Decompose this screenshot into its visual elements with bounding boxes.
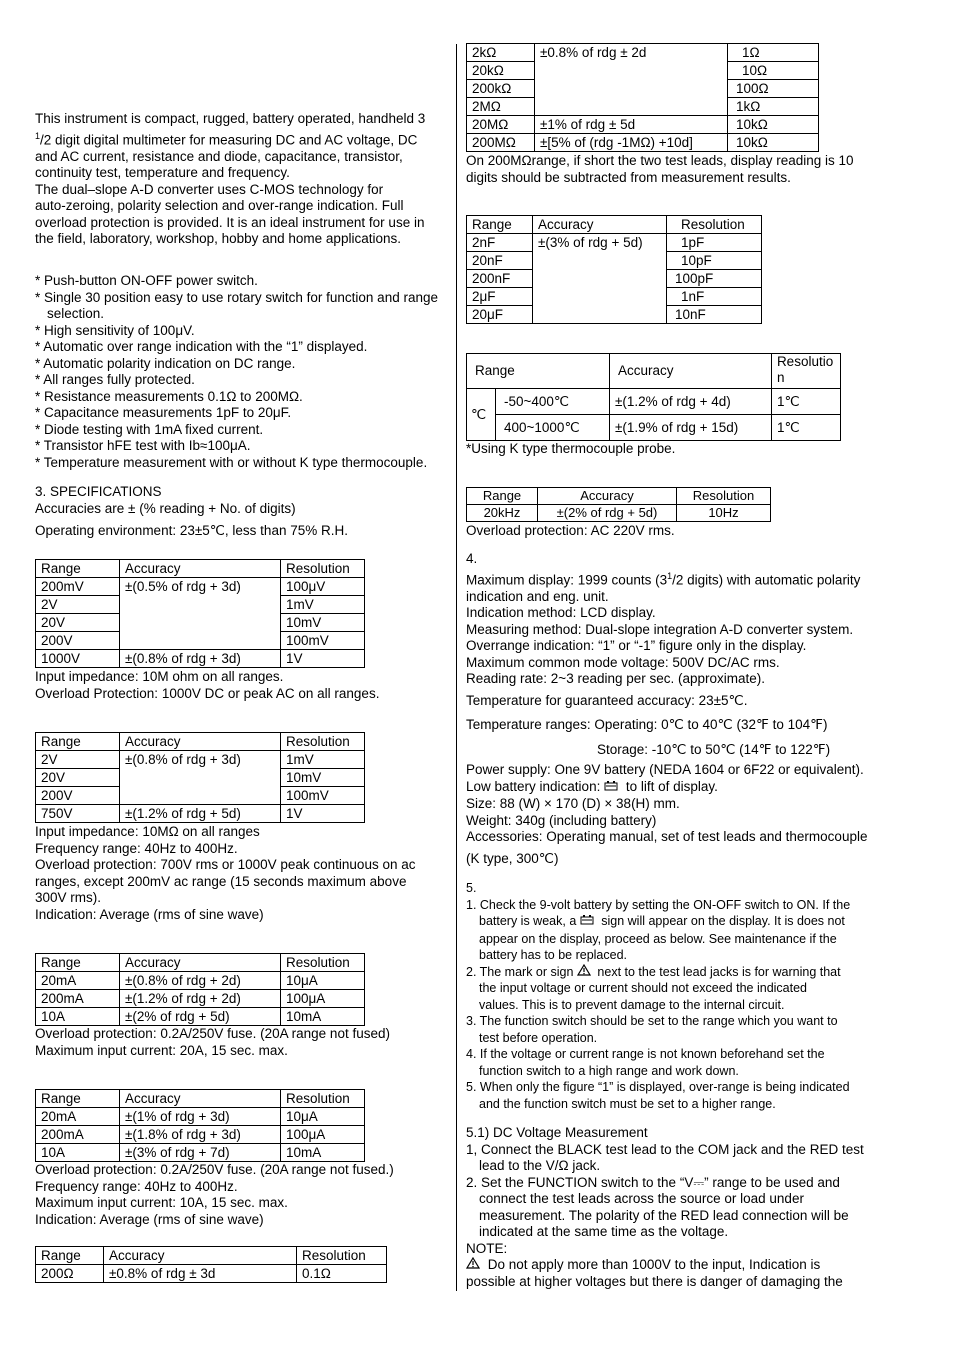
general-specifications bbox=[466, 551, 896, 867]
table-header-row bbox=[36, 954, 365, 972]
table-cell: 100mV bbox=[281, 787, 365, 805]
table-header-row bbox=[36, 733, 365, 751]
table-cell: 2MΩ bbox=[467, 98, 535, 116]
header-cell: Resolution bbox=[677, 488, 771, 505]
note-line: possible at higher voltages but there is danger of damaging the bbox=[466, 1273, 843, 1289]
note-line: Input impedance: 10M ohm on all ranges. bbox=[35, 669, 284, 684]
instruction-line: measurement. The polarity of the RED lead connection will be bbox=[479, 1207, 849, 1223]
table-row bbox=[36, 614, 365, 632]
instruction-line: 4. If the voltage or current range is not known beforehand set the bbox=[466, 1047, 825, 1061]
table-cell bbox=[120, 769, 281, 787]
table-cell: 10Hz bbox=[677, 505, 771, 522]
note-line: On 200MΩrange, if short the two test leads, display reading is 10 bbox=[466, 153, 854, 168]
instruction-line: test before operation. bbox=[479, 1030, 598, 1045]
instruction-line: the input voltage or current should not exceed the indicated bbox=[479, 981, 807, 995]
table-cell: 10A bbox=[36, 1008, 120, 1026]
table-row bbox=[467, 270, 762, 288]
spec-line: Indication method: LCD display. bbox=[466, 605, 656, 620]
table-row bbox=[36, 596, 365, 614]
table-cell: 200mA bbox=[36, 1126, 120, 1144]
intro-line: continuity test, temperature and frequency. bbox=[35, 165, 290, 180]
section-number: 4. bbox=[466, 551, 478, 566]
intro-line: auto-zeroing, polarity selection and over-range indication. Full bbox=[35, 198, 404, 213]
table-row bbox=[467, 116, 819, 134]
feature-item: * Push-button ON-OFF power switch. bbox=[35, 273, 258, 288]
header-cell: Resolution bbox=[281, 1090, 365, 1108]
battery-icon bbox=[604, 780, 618, 797]
note-line: digits should be subtracted from measurement results. bbox=[466, 169, 791, 185]
note-line: Do not apply more than 1000V to the input, Indication is bbox=[487, 1257, 821, 1272]
feature-item: * High sensitivity of 100μV. bbox=[35, 322, 195, 338]
table-cell: 20μF bbox=[467, 306, 533, 324]
table-row bbox=[36, 769, 365, 787]
table-cell: ℃ bbox=[467, 389, 496, 441]
table-cell bbox=[120, 787, 281, 805]
header-cell: Accuracy bbox=[533, 216, 667, 234]
feature-item: * Resistance measurements 0.1Ω to 200MΩ. bbox=[35, 388, 303, 404]
table-header-row bbox=[36, 1090, 365, 1108]
header-cell: Accuracy bbox=[609, 354, 771, 389]
table-header-row bbox=[467, 216, 762, 234]
table-row bbox=[36, 805, 365, 823]
frequency-table bbox=[466, 487, 771, 522]
warning-triangle-icon bbox=[577, 964, 591, 981]
table-cell: 200MΩ bbox=[467, 134, 535, 152]
table-cell bbox=[120, 632, 281, 650]
table-row bbox=[36, 972, 365, 990]
table-cell: 200Ω bbox=[36, 1265, 104, 1283]
table-cell: 20mA bbox=[36, 1108, 120, 1126]
instruction-line: values. This is to prevent damage to the internal circuit. bbox=[479, 997, 785, 1012]
table-cell: 2V bbox=[36, 596, 120, 614]
table-cell bbox=[535, 62, 728, 80]
table-cell: 750V bbox=[36, 805, 120, 823]
table-cell: 20kΩ bbox=[467, 62, 535, 80]
table-cell: 2nF bbox=[467, 234, 533, 252]
section-number: 5. bbox=[466, 881, 477, 895]
table-cell: ±(1.2% of rdg + 2d) bbox=[120, 990, 281, 1008]
header-cell: Resolution bbox=[281, 954, 365, 972]
table-row bbox=[467, 288, 762, 306]
table-cell: 2kΩ bbox=[467, 44, 535, 62]
table-cell: ±0.8% of rdg ± 2d bbox=[535, 44, 728, 62]
fraction-numerator: 1 bbox=[35, 130, 41, 141]
spec-line: Overrange indication: “1” or “-1” figure only in the display. bbox=[466, 638, 807, 653]
warning-triangle-icon bbox=[466, 1257, 480, 1274]
table-cell: ±(0.8% of rdg + 2d) bbox=[120, 972, 281, 990]
note-line: Indication: Average (rms of sine wave) bbox=[35, 1211, 264, 1227]
feature-item: selection. bbox=[47, 306, 105, 321]
header-cell: Resolution bbox=[667, 216, 762, 234]
table-cell: 1pF bbox=[667, 234, 762, 252]
operation-section bbox=[466, 880, 896, 1112]
table-cell: 20nF bbox=[467, 252, 533, 270]
fraction-numerator: 1 bbox=[667, 570, 673, 581]
spec-line: Size: 88 (W) × 170 (D) × 38(H) mm. bbox=[466, 796, 680, 811]
instruction-line: appear on the display, proceed as below. See maintenance if the bbox=[479, 931, 837, 946]
intro-line: and AC current, resistance and diode, capacitance, transistor, bbox=[35, 148, 403, 164]
table-cell: 1V bbox=[281, 650, 365, 668]
note-line: ranges, except 200mV ac range (15 seconds maximum above bbox=[35, 873, 407, 889]
table-cell: 10mV bbox=[281, 769, 365, 787]
instruction-line: indicated at the same time as the voltage. bbox=[479, 1224, 729, 1239]
table-row bbox=[467, 389, 841, 415]
feature-item: * Diode testing with 1mA fixed current. bbox=[35, 421, 264, 437]
temperature-table bbox=[466, 353, 841, 441]
table-cell: 1℃ bbox=[771, 389, 840, 415]
table-cell: 10kΩ bbox=[728, 134, 819, 152]
table-cell: 1V bbox=[281, 805, 365, 823]
table-cell: ±(3% of rdg + 5d) bbox=[533, 234, 667, 252]
instruction-line: 2. Set the FUNCTION switch to the “V⎓” range to be used and bbox=[466, 1174, 840, 1190]
instruction-line: next to the test lead jacks is for warning that bbox=[597, 964, 841, 979]
spec-line: Reading rate: 2~3 reading per sec. (approximate). bbox=[466, 671, 766, 686]
instruction-line: battery is weak, a bbox=[479, 914, 577, 928]
table-cell: 200mV bbox=[36, 578, 120, 596]
table-row bbox=[36, 632, 365, 650]
header-cell: Range bbox=[467, 354, 610, 389]
battery-icon bbox=[580, 914, 594, 931]
table-cell: 100μA bbox=[281, 990, 365, 1008]
spec-line: Weight: 340g (including battery) bbox=[466, 812, 657, 828]
note-line: Indication: Average (rms of sine wave) bbox=[35, 906, 264, 922]
table-cell: 100mV bbox=[281, 632, 365, 650]
table-cell: 10pF bbox=[667, 252, 762, 270]
table-cell bbox=[120, 596, 281, 614]
header-cell: Range bbox=[36, 1247, 104, 1265]
table-cell: ±(2% of rdg + 5d) bbox=[120, 1008, 281, 1026]
table-cell: ±(1.9% of rdg + 15d) bbox=[609, 415, 771, 441]
table-cell: ±(1% of rdg + 3d) bbox=[120, 1108, 281, 1126]
ac-current-notes bbox=[35, 1162, 450, 1228]
table-cell: -50~400℃ bbox=[496, 389, 610, 415]
table-cell: 200V bbox=[36, 787, 120, 805]
table-cell: 20kHz bbox=[467, 505, 538, 522]
table-row bbox=[36, 990, 365, 1008]
feature-item: * Capacitance measurements 1pF to 20μF. bbox=[35, 405, 292, 420]
table-cell: ±(3% of rdg + 7d) bbox=[120, 1144, 281, 1162]
table-cell: 200mA bbox=[36, 990, 120, 1008]
table-cell: ±(1.8% of rdg + 3d) bbox=[120, 1126, 281, 1144]
table-cell: 100pF bbox=[667, 270, 762, 288]
note-line: Overload Protection: 1000V DC or peak AC on all ranges. bbox=[35, 685, 380, 701]
table-header-row bbox=[36, 560, 365, 578]
intro-line: /2 digit digital multimeter for measuring DC and AC voltage, DC bbox=[40, 132, 418, 147]
header-cell: Accuracy bbox=[104, 1247, 297, 1265]
table-row bbox=[467, 234, 762, 252]
header-cell: Range bbox=[467, 216, 533, 234]
spec-line: Maximum common mode voltage: 500V DC/AC rms. bbox=[466, 654, 780, 670]
table-cell: ±0.8% of rdg ± 3d bbox=[104, 1265, 297, 1283]
header-cell: Accuracy bbox=[538, 488, 677, 505]
note-line: 300V rms). bbox=[35, 890, 102, 905]
feature-item: * Transistor hFE test with Ib≈100μA. bbox=[35, 438, 251, 453]
instruction-line: battery has to be replaced. bbox=[479, 948, 628, 962]
table-row bbox=[467, 415, 841, 441]
resistance-table-start bbox=[35, 1246, 387, 1283]
features-list bbox=[35, 273, 450, 471]
table-row bbox=[467, 44, 819, 62]
table-cell: ±(0.8% of rdg + 3d) bbox=[120, 751, 281, 769]
table-row bbox=[36, 578, 365, 596]
intro-line: overload protection is provided. It is an ideal instrument for use in bbox=[35, 214, 425, 230]
table-cell: 20V bbox=[36, 769, 120, 787]
table-row bbox=[36, 751, 365, 769]
spec-line: Temperature for guaranteed accuracy: 23±5℃. bbox=[466, 692, 748, 708]
instruction-line: 2. The mark or sign bbox=[466, 964, 574, 979]
table-cell: 10μA bbox=[281, 1108, 365, 1126]
spec-line: /2 digits) with automatic polarity bbox=[672, 572, 861, 587]
table-cell: 1mV bbox=[281, 751, 365, 769]
header-cell: Accuracy bbox=[120, 1090, 281, 1108]
spec-line: Power supply: One 9V battery (NEDA 1604 or 6F22 or equivalent). bbox=[466, 762, 864, 777]
table-cell: 1℃ bbox=[771, 415, 840, 441]
dc-current-table bbox=[35, 953, 365, 1026]
table-row bbox=[467, 252, 762, 270]
note-line: Maximum input current: 10A, 15 sec. max. bbox=[35, 1195, 288, 1210]
spec-line: Low battery indication: bbox=[466, 778, 601, 794]
table-cell: 10A bbox=[36, 1144, 120, 1162]
table-cell bbox=[533, 270, 667, 288]
table-cell: 2μF bbox=[467, 288, 533, 306]
instruction-line: sign will appear on the display. It is does not bbox=[601, 914, 845, 928]
header-text: Resolutio bbox=[776, 354, 834, 369]
instruction-line: lead to the V/Ω jack. bbox=[479, 1158, 601, 1173]
table-row bbox=[36, 650, 365, 668]
note-line: Frequency range: 40Hz to 400Hz. bbox=[35, 1178, 238, 1194]
note-line: Overload protection: 700V rms or 1000V peak continuous on ac bbox=[35, 857, 416, 872]
environment-note: Operating environment: 23±5℃, less than 75% R.H. bbox=[35, 523, 348, 538]
header-cell: Resolution bbox=[281, 733, 365, 751]
table-cell: 0.1Ω bbox=[297, 1265, 387, 1283]
table-cell: 20MΩ bbox=[467, 116, 535, 134]
section-heading: 5.1) DC Voltage Measurement bbox=[466, 1125, 648, 1140]
table-row bbox=[36, 1265, 387, 1283]
table-cell: 1Ω bbox=[728, 44, 819, 62]
spec-line: Storage: -10℃ to 50℃ (14℉ to 122℉) bbox=[597, 741, 831, 757]
ac-voltage-table bbox=[35, 732, 365, 823]
table-cell: 10nF bbox=[667, 306, 762, 324]
dc-voltage-table bbox=[35, 559, 365, 668]
table-header-row bbox=[467, 354, 841, 389]
table-cell: ±(0.5% of rdg + 3d) bbox=[120, 578, 281, 596]
table-cell: 100Ω bbox=[728, 80, 819, 98]
header-cell: Accuracy bbox=[120, 954, 281, 972]
table-cell: 1kΩ bbox=[728, 98, 819, 116]
ac-current-table bbox=[35, 1089, 365, 1162]
table-cell: ±[5% of (rdg -1MΩ) +10d] bbox=[535, 134, 728, 152]
header-text: n bbox=[776, 370, 785, 385]
table-row bbox=[36, 787, 365, 805]
table-cell: 10μA bbox=[281, 972, 365, 990]
intro-line: The dual–slope A-D converter uses C-MOS technology for bbox=[35, 181, 384, 197]
intro-line: This instrument is compact, rugged, battery operated, handheld 3 bbox=[35, 111, 426, 126]
feature-item: * Automatic over range indication with the “1” displayed. bbox=[35, 339, 368, 354]
spec-line: Accessories: Operating manual, set of test leads and thermocouple bbox=[466, 829, 868, 844]
table-cell bbox=[533, 252, 667, 270]
header-cell: Range bbox=[36, 954, 120, 972]
spec-line: Maximum display: 1999 counts (3 bbox=[466, 572, 668, 587]
intro-line: the field, laboratory, workshop, hobby and home applications. bbox=[35, 231, 401, 246]
dc-voltage-notes bbox=[35, 669, 450, 702]
feature-item: * Single 30 position easy to use rotary switch for function and range bbox=[35, 289, 438, 305]
dc-voltage-measurement-section bbox=[466, 1125, 896, 1290]
table-cell: 1000V bbox=[36, 650, 120, 668]
table-cell: ±(1.2% of rdg + 5d) bbox=[120, 805, 281, 823]
table-row bbox=[36, 1144, 365, 1162]
table-cell bbox=[120, 614, 281, 632]
spec-line: Temperature ranges: Operating: 0℃ to 40℃ (32℉ to 104℉) bbox=[466, 717, 828, 732]
table-cell: 400~1000℃ bbox=[496, 415, 610, 441]
section-heading: 3. SPECIFICATIONS bbox=[35, 484, 162, 499]
capacitance-table bbox=[466, 215, 762, 324]
header-cell: Range bbox=[36, 560, 120, 578]
table-cell: 100μV bbox=[281, 578, 365, 596]
column-divider bbox=[456, 44, 457, 1291]
table-cell bbox=[533, 288, 667, 306]
header-cell: Range bbox=[467, 488, 538, 505]
table-row bbox=[467, 505, 771, 522]
table-row bbox=[467, 80, 819, 98]
table-row bbox=[36, 1126, 365, 1144]
table-cell: 2V bbox=[36, 751, 120, 769]
note-line: Maximum input current: 20A, 15 sec. max. bbox=[35, 1042, 288, 1058]
table-cell: ±1% of rdg ± 5d bbox=[535, 116, 728, 134]
table-header-row bbox=[36, 1247, 387, 1265]
table-cell bbox=[535, 98, 728, 116]
header-cell: Range bbox=[36, 733, 120, 751]
table-cell: 20V bbox=[36, 614, 120, 632]
header-cell: Resolution bbox=[297, 1247, 387, 1265]
dc-current-notes bbox=[35, 1026, 450, 1059]
table-cell: 200kΩ bbox=[467, 80, 535, 98]
feature-item: * Temperature measurement with or without K type thermocouple. bbox=[35, 454, 428, 470]
table-cell: 10Ω bbox=[728, 62, 819, 80]
table-cell: 1mV bbox=[281, 596, 365, 614]
temperature-note: *Using K type thermocouple probe. bbox=[466, 441, 676, 456]
table-row bbox=[467, 98, 819, 116]
table-cell: ±(1.2% of rdg + 4d) bbox=[609, 389, 771, 415]
header-cell: Accuracy bbox=[120, 733, 281, 751]
table-cell: 200V bbox=[36, 632, 120, 650]
table-header-row bbox=[467, 488, 771, 505]
spec-line: indication and eng. unit. bbox=[466, 588, 609, 604]
note-label: NOTE: bbox=[466, 1240, 508, 1256]
table-row bbox=[467, 62, 819, 80]
header-cell: Range bbox=[36, 1090, 120, 1108]
resistance-table bbox=[466, 43, 819, 152]
header-cell bbox=[771, 354, 840, 389]
note-line: Frequency range: 40Hz to 400Hz. bbox=[35, 840, 238, 856]
spec-line: (K type, 300℃) bbox=[466, 850, 559, 866]
table-row bbox=[467, 306, 762, 324]
spec-line: to lift of display. bbox=[625, 778, 718, 794]
table-cell: 1nF bbox=[667, 288, 762, 306]
table-cell: 10mV bbox=[281, 614, 365, 632]
table-cell: 10kΩ bbox=[728, 116, 819, 134]
instruction-line: function switch to a high range and work down. bbox=[479, 1063, 739, 1078]
table-row bbox=[36, 1008, 365, 1026]
table-cell: 20mA bbox=[36, 972, 120, 990]
specifications-section bbox=[35, 484, 450, 540]
table-cell: 200nF bbox=[467, 270, 533, 288]
ac-voltage-notes bbox=[35, 824, 450, 923]
table-cell: 10mA bbox=[281, 1008, 365, 1026]
accuracy-note: Accuracies are ± (% reading + No. of digits) bbox=[35, 500, 296, 516]
table-cell: 100μA bbox=[281, 1126, 365, 1144]
intro-paragraph bbox=[35, 111, 450, 248]
table-row bbox=[36, 1108, 365, 1126]
table-cell bbox=[535, 80, 728, 98]
header-cell: Resolution bbox=[281, 560, 365, 578]
resistance-notes bbox=[466, 153, 896, 186]
table-row bbox=[467, 134, 819, 152]
frequency-note: Overload protection: AC 220V rms. bbox=[466, 523, 675, 538]
header-cell: Accuracy bbox=[120, 560, 281, 578]
instruction-line: 1, Connect the BLACK test lead to the COM jack and the RED test bbox=[466, 1141, 864, 1157]
spec-line: Measuring method: Dual-slope integration A-D converter system. bbox=[466, 621, 854, 637]
instruction-line: 5. When only the figure “1” is displayed, over-range is being indicated bbox=[466, 1080, 850, 1094]
instruction-line: connect the test leads across the source or load under bbox=[479, 1191, 804, 1206]
table-cell bbox=[533, 306, 667, 324]
note-line: Overload protection: 0.2A/250V fuse. (20A range not fused.) bbox=[35, 1162, 394, 1177]
instruction-line: 3. The function switch should be set to the range which you want to bbox=[466, 1014, 838, 1028]
note-line: Input impedance: 10MΩ on all ranges bbox=[35, 824, 260, 839]
instruction-line: and the function switch must be set to a higher range. bbox=[479, 1096, 776, 1111]
note-line: Overload protection: 0.2A/250V fuse. (20A range not fused) bbox=[35, 1026, 390, 1041]
table-cell: ±(0.8% of rdg + 3d) bbox=[120, 650, 281, 668]
table-cell: 10mA bbox=[281, 1144, 365, 1162]
table-cell: ±(2% of rdg + 5d) bbox=[538, 505, 677, 522]
instruction-line: 1. Check the 9-volt battery by setting the ON-OFF switch to ON. If the bbox=[466, 897, 851, 912]
feature-item: * Automatic polarity indication on DC range. bbox=[35, 355, 296, 371]
feature-item: * All ranges fully protected. bbox=[35, 372, 195, 387]
